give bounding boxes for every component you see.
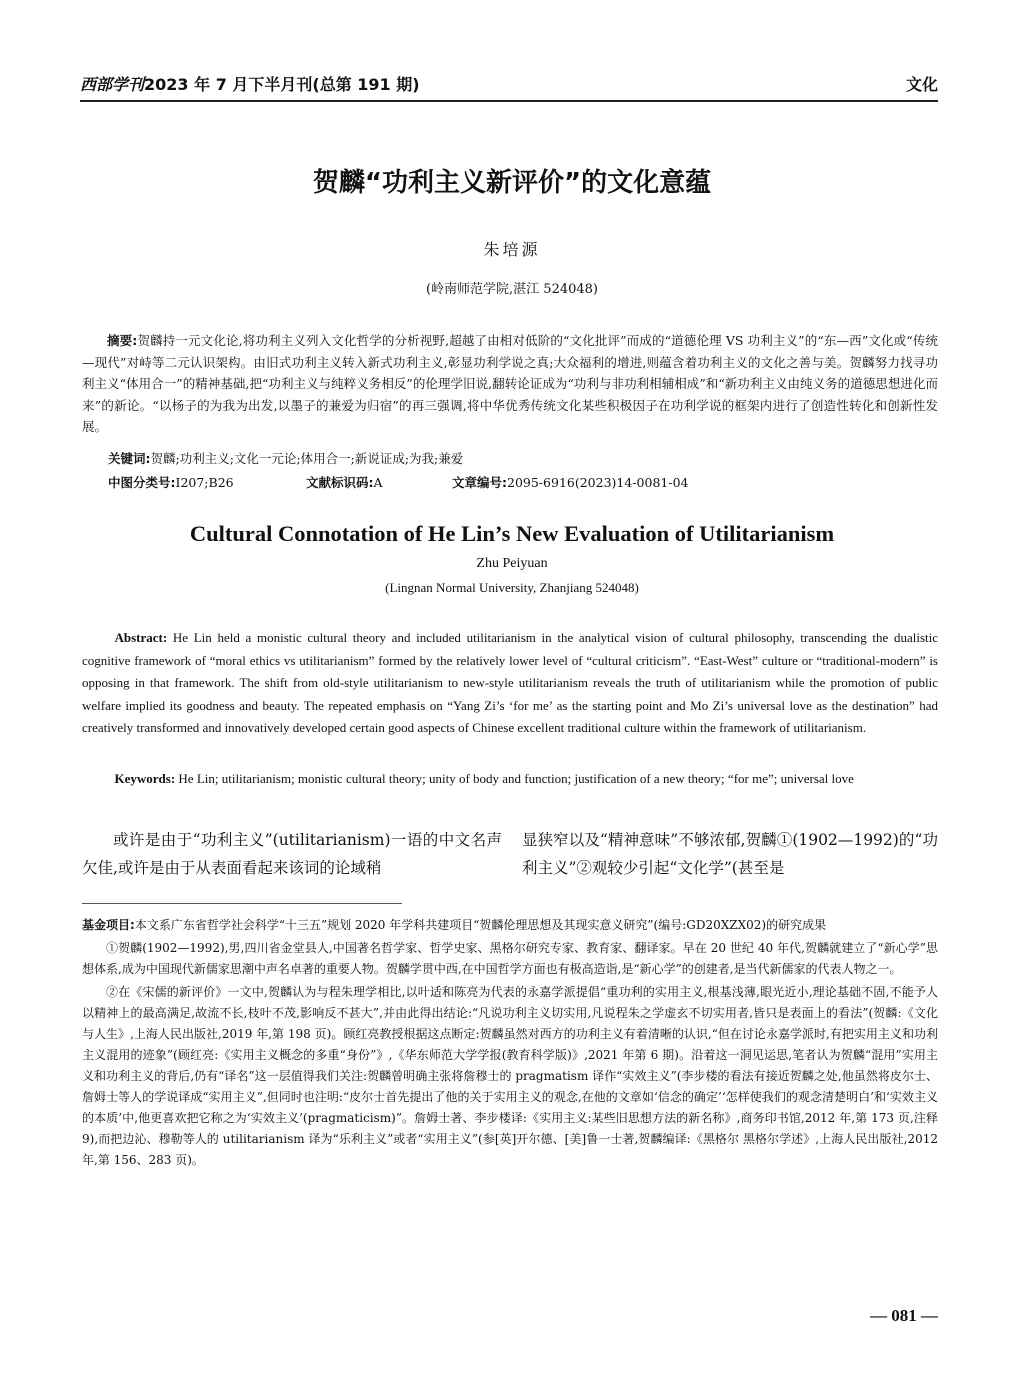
en-keywords-label: Keywords: [114, 771, 176, 786]
fund-label: 基金项目: [82, 918, 135, 932]
classification-row [108, 473, 938, 493]
abstract-label: 摘要: [107, 333, 138, 348]
chinese-title: 贺麟“功利主义新评价”的文化意蕴 [312, 168, 712, 198]
chinese-abstract [82, 330, 938, 438]
en-abstract-label: Abstract: [114, 630, 168, 645]
doc-code-label: 文献标识码: [306, 475, 374, 490]
chinese-keywords [108, 449, 938, 469]
keywords-label: 关键词: [108, 451, 151, 466]
english-title: Cultural Connotation of He Lin’s New Evaluation of Utilitarianism [189, 521, 835, 546]
page-number: — 081 — [870, 1306, 938, 1325]
clc-label: 中图分类号: [108, 475, 176, 490]
chinese-author: 朱培源 [483, 240, 541, 259]
running-header [80, 72, 938, 100]
section-name: 文化 [905, 75, 938, 94]
body-column-left: 或许是由于“功利主义”(utilitarianism)一语的中文名声欠佳,或许是由于从表面看起来该词的论域稍 [82, 831, 502, 877]
footnote-2: ②在《宋儒的新评价》一文中,贺麟认为与程朱理学相比,以叶适和陈亮为代表的永嘉学派提倡“重功利的实用主义,根基浅薄,眼光近小,理论基础不固,不能予人以精神上的最高满足,故流不长,枝叶不茂,影响反不甚大”,并由此得出结论:“凡说功利主义切实用,凡说程朱之学虚玄不切实用者,皆只是表面上的看法”(贺麟:《文化与人生》,上海人民出版社,2019 年,第 198 页)。顾红亮教授根据这点断定:贺麟虽然对西方的功利主义有着清晰的认识,“但在讨论永嘉学派时,有把实用主义和功利主义混用的迹象”(顾红亮:《实用主义概念的多重“身份”》,《华东师范大学学报(教育科学版)》,2021 年第 6 期)。沿着这一洞见运思,笔者认为贺麟“混用”实用主义和功利主义的背后,仍有“译名”这一层值得我们关注:贺麟曾明确主张将詹穆士的 pragmatism 译作“实效主义”(李步楼的看法有接近贺麟之处,他虽然将皮尔士、詹姆士等人的学说译成“实用主义”,但同时也注明:“皮尔士首先提出了他的关于实用主义的观念,在他的文章如‘信念的确定’‘怎样使我们的观念清楚明白’和‘实效主义的本质’中,他更喜欢把它称之为‘实效主义’(pragmaticism)”。詹姆士著、李步楼译:《实用主义:某些旧思想方法的新名称》,商务印书馆,2012 年,第 173 页,注释 9),而把边沁、穆勒等人的 utilitarianism 译为“乐利主义”或者“实用主义”(参[英]开尔德、[美]鲁一士著,贺麟编译:《黑格尔 黑格尔学述》,上海人民出版社,2012 年,第 156、283 页)。 [82, 985, 938, 1167]
abstract-text: 贺麟持一元文化论,将功利主义列入文化哲学的分析视野,超越了由相对低阶的“文化批评”而成的“道德伦理 VS 功利主义”的“东—西”文化或“传统—现代”对峙等二元认识架构。由旧式功利主义转入新式功利主义,彰显功利学说之真;大众福利的增进,则蕴含着功利主义的文化之善与美。贺麟努力找寻功利主义“体用合一”的精神基础,把“功利主义与纯粹义务相反”的伦理学旧说,翻转论证成为“功利与非功利相辅相成”和“新功利主义由纯义务的道德思想进化而来”的新论。“以杨子的为我为出发,以墨子的兼爱为归宿”的再三强调,将中华优秀传统文化某些积极因子在功利学说的框架内进行了创造性转化和创新性发展。 [82, 333, 938, 434]
footnote-divider [82, 903, 402, 904]
fund-note [82, 915, 938, 936]
english-affiliation: (Lingnan Normal University, Zhanjiang 524048) [385, 580, 639, 595]
clc-cell [108, 473, 306, 493]
chinese-affiliation: (岭南师范学院,湛江 524048) [425, 282, 599, 297]
article-number-cell [452, 473, 688, 493]
issue-info: 2023 年 7 月下半月刊(总第 191 期) [144, 75, 420, 94]
header-divider [80, 100, 938, 102]
english-keywords [82, 768, 938, 791]
article-number-value: 2095-6916(2023)14-0081-04 [507, 475, 689, 490]
article-number-label: 文章编号: [452, 475, 507, 490]
doc-code-value: A [373, 475, 383, 490]
english-abstract [82, 627, 938, 740]
doc-code-cell [306, 473, 452, 493]
en-abstract-text: He Lin held a monistic cultural theory and included utilitarianism in the analytical vision of cultural philosophy, transcending the dualistic cognitive framework of “moral ethics vs utilitarianism” formed by the relatively lower level of “cultural criticism”. “East-West” culture or “traditional-modern” is opposing in that framework. The shift from old-style utilitarianism to new-style utilitarianism reveals the truth of utilitarianism while the promotion of public welfare implied its goodness and beauty. The repeated emphasis on “Yang Zi’s ‘for me’ as the starting point and Mo Zi’s universal love as the destination” had creatively transformed and innovatively developed certain good aspects of Chinese excellent traditional culture within the framework of utilitarianism. [82, 630, 939, 735]
fund-text: 本文系广东省哲学社会科学“十三五”规划 2020 年学科共建项目“贺麟伦理思想及其现实意义研究”(编号:GD20XZX02)的研究成果 [134, 918, 827, 932]
body-column-right: 显狭窄以及“精神意味”不够浓郁,贺麟①(1902—1992)的“功利主义”②观较少引起“文化学”(甚至是 [522, 831, 938, 877]
footnote-1: ①贺麟(1902—1992),男,四川省金堂县人,中国著名哲学家、哲学史家、黑格尔研究专家、教育家、翻译家。早在 20 世纪 40 年代,贺麟就建立了“新心学”思想体系,成为中国现代新儒家思潮中声名卓著的重要人物。贺麟学贯中西,在中国哲学方面也有极高造诣,是“新心学”的创建者,是当代新儒家的代表人物之一。 [82, 941, 938, 976]
footnotes [82, 915, 938, 1173]
en-keywords-text: He Lin; utilitarianism; monistic cultural theory; unity of body and function; justification of a new theory; “for me”; universal love [178, 771, 854, 786]
keywords-text: 贺麟;功利主义;文化一元论;体用合一;新说证成;为我;兼爱 [150, 451, 464, 466]
journal-name: 西部学刊 [80, 75, 145, 94]
header-left [80, 72, 420, 95]
clc-value: I207;B26 [175, 475, 234, 490]
english-author: Zhu Peiyuan [476, 556, 548, 571]
